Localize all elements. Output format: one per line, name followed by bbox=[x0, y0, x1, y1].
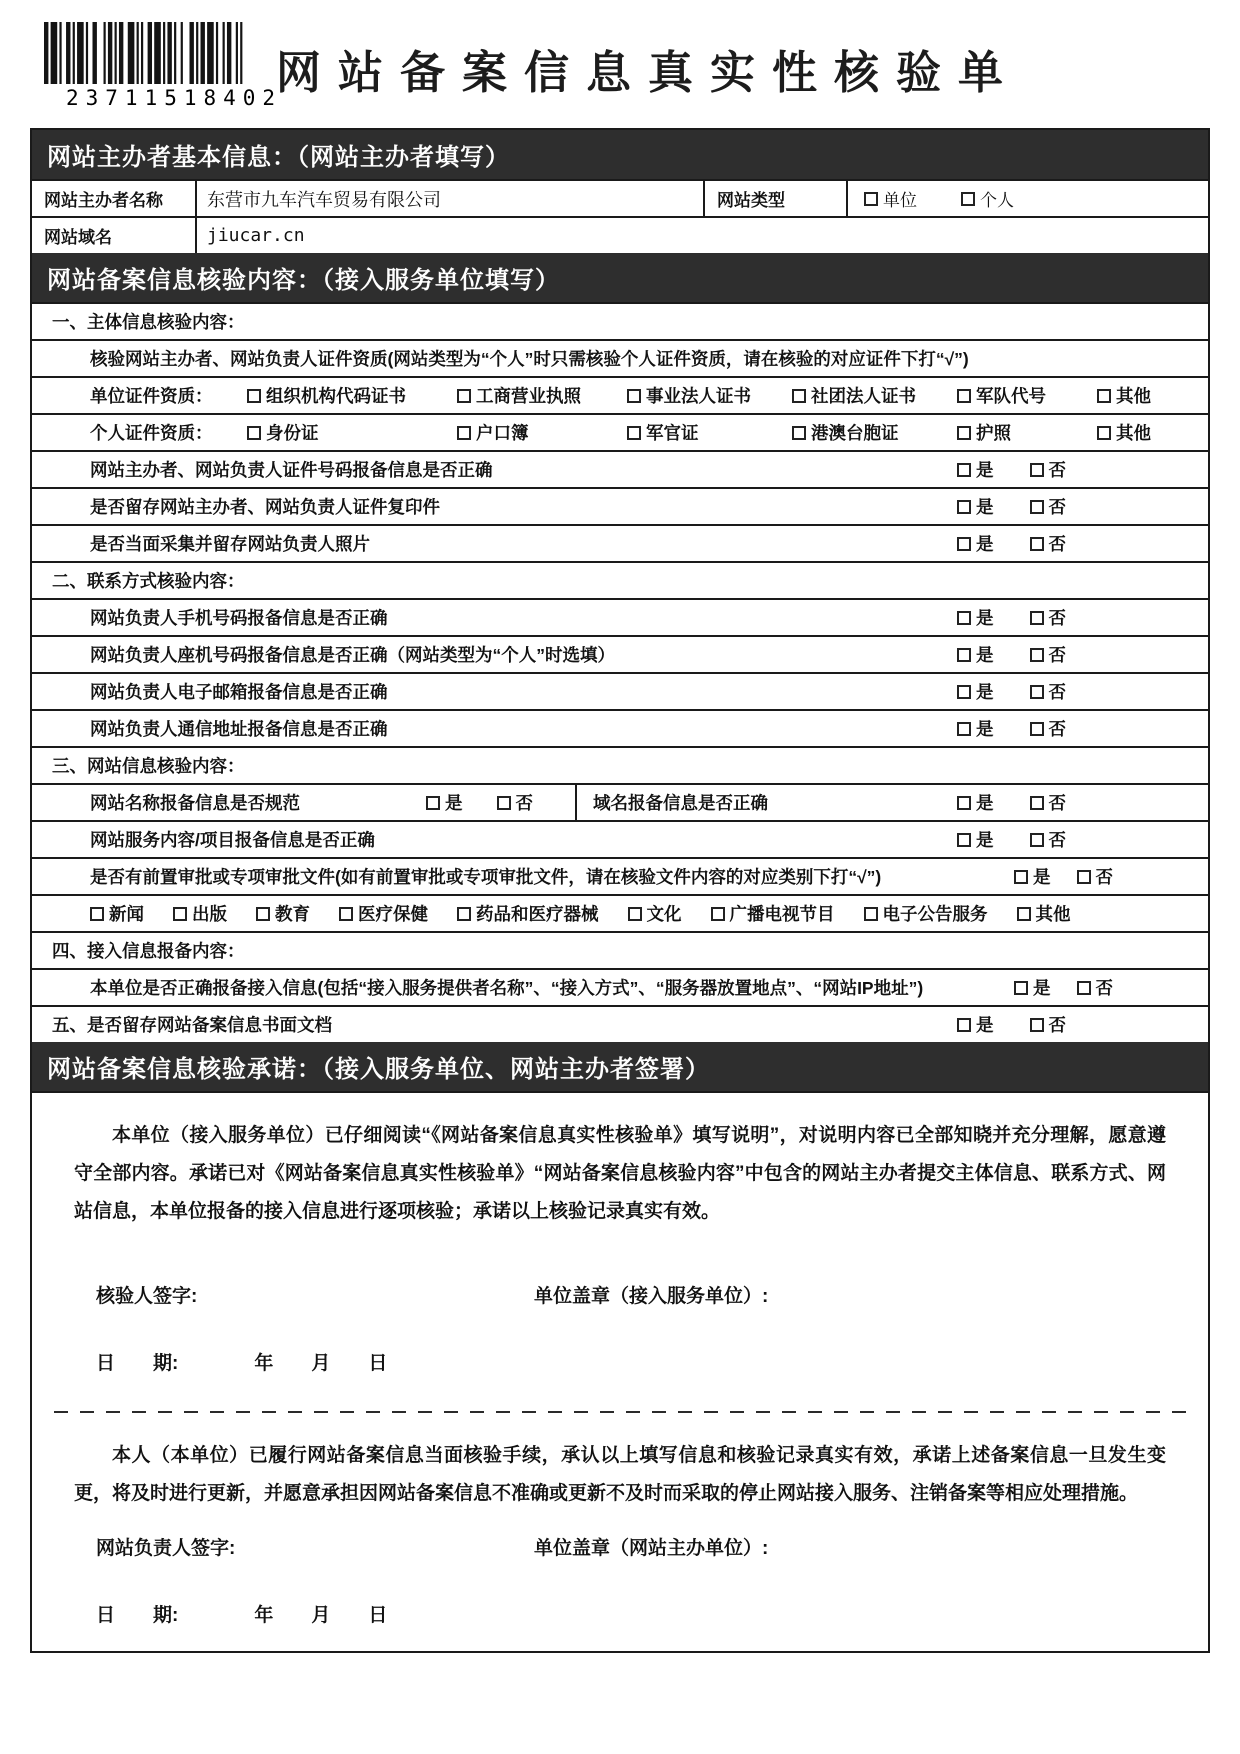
option-cell bbox=[247, 420, 457, 445]
option-cell bbox=[457, 901, 599, 926]
owner-signature-row bbox=[74, 1533, 1166, 1560]
owner-name-row bbox=[32, 179, 1208, 216]
checkbox-option bbox=[957, 716, 994, 741]
checkbox[interactable] bbox=[957, 537, 971, 551]
checkbox-option bbox=[864, 186, 917, 211]
checkbox-label: 个人 bbox=[980, 191, 1014, 210]
checkbox-label: 社团法人证书 bbox=[811, 386, 916, 406]
barcode-block bbox=[30, 22, 283, 110]
checkbox-label: 军队代号 bbox=[976, 386, 1046, 406]
checklist-row-section bbox=[32, 302, 1208, 339]
checklist-row-options_plain bbox=[32, 894, 1208, 931]
verification-form bbox=[30, 128, 1210, 1653]
checkbox-option bbox=[957, 1012, 994, 1037]
checkbox[interactable] bbox=[711, 907, 725, 921]
checkbox[interactable] bbox=[1030, 500, 1044, 514]
question-text: 网站名称报备信息是否规范 bbox=[90, 793, 300, 813]
checkbox[interactable] bbox=[1030, 685, 1044, 699]
yes-no-group bbox=[1014, 975, 1113, 1000]
checklist-row-question bbox=[32, 709, 1208, 746]
checklist-row-section_question bbox=[32, 1005, 1208, 1042]
owner-date-line: 日 期: 年 月 日 bbox=[96, 1605, 388, 1626]
checkbox-option bbox=[792, 420, 899, 445]
question-text: 是否当面采集并留存网站负责人照片 bbox=[90, 534, 370, 554]
owner-seal-label: 单位盖章（网站主办单位）: bbox=[534, 1538, 769, 1559]
option-cell bbox=[864, 901, 988, 926]
yes-no-group bbox=[957, 457, 1066, 482]
checkbox-option bbox=[1077, 864, 1114, 889]
checklist-row-question_inline bbox=[32, 857, 1208, 894]
options-label: 单位证件资质： bbox=[90, 386, 213, 406]
checkbox-option bbox=[1030, 457, 1067, 482]
option-cell bbox=[173, 901, 227, 926]
page-title: 网站备案信息真实性核验单 bbox=[276, 47, 1021, 98]
checkbox-label: 药品和医疗器械 bbox=[476, 904, 599, 924]
checkbox-label: 其他 bbox=[1116, 423, 1151, 443]
checkbox-option bbox=[457, 420, 529, 445]
checkbox-option bbox=[957, 420, 1011, 445]
checkbox[interactable] bbox=[1097, 389, 1111, 403]
checkbox-label: 是 bbox=[976, 460, 994, 480]
section-header-verify-content: 网站备案信息核验内容：（接入服务单位填写） bbox=[32, 253, 1208, 302]
checkbox[interactable] bbox=[1030, 796, 1044, 810]
option-cell bbox=[1097, 383, 1151, 408]
checkbox-option bbox=[1030, 605, 1067, 630]
section-title: 二、联系方式核验内容： bbox=[52, 571, 245, 591]
domain-value: jiucar.cn bbox=[207, 225, 305, 246]
checkbox-label: 其他 bbox=[1116, 386, 1151, 406]
checkbox-label: 是 bbox=[1033, 978, 1051, 998]
yes-no-group bbox=[957, 494, 1066, 519]
option-cell bbox=[792, 383, 957, 408]
verification-table bbox=[32, 302, 1208, 1042]
question-text: 本单位是否正确报备接入信息(包括“接入服务提供者名称”、“接入方式”、“服务器放置地点”、“网站IP地址”) bbox=[90, 978, 924, 998]
document-page bbox=[30, 0, 1210, 1653]
yes-no-group bbox=[957, 605, 1066, 630]
website-type-label: 网站类型 bbox=[705, 181, 848, 216]
checkbox[interactable] bbox=[957, 389, 971, 403]
question-text: 域名报备信息是否正确 bbox=[593, 793, 768, 813]
checkbox-label: 是 bbox=[976, 608, 994, 628]
checkbox-label: 是 bbox=[976, 719, 994, 739]
checkbox-option bbox=[1030, 716, 1067, 741]
checkbox-label: 是 bbox=[976, 830, 994, 850]
section-title: 三、网站信息核验内容： bbox=[52, 756, 245, 776]
checkbox-label: 是 bbox=[445, 793, 463, 813]
checkbox-option bbox=[1030, 1012, 1067, 1037]
checkbox[interactable] bbox=[957, 500, 971, 514]
checkbox-option bbox=[957, 531, 994, 556]
checkbox-label: 否 bbox=[1048, 608, 1066, 628]
checkbox[interactable] bbox=[497, 796, 511, 810]
checkbox-option bbox=[457, 901, 599, 926]
checklist-row-split bbox=[32, 783, 1208, 820]
checkbox[interactable] bbox=[957, 426, 971, 440]
checkbox-label: 否 bbox=[1048, 682, 1066, 702]
website-type-options bbox=[848, 181, 1208, 216]
domain-label: 网站域名 bbox=[32, 218, 197, 253]
checkbox-option bbox=[957, 679, 994, 704]
checkbox-option bbox=[711, 901, 835, 926]
option-cell bbox=[457, 383, 627, 408]
question-text: 网站负责人座机号码报备信息是否正确（网站类型为“个人”时选填） bbox=[90, 645, 615, 665]
checkbox-label: 是 bbox=[1033, 867, 1051, 887]
checkbox[interactable] bbox=[247, 389, 261, 403]
option-cell bbox=[957, 420, 1097, 445]
checkbox-option bbox=[957, 827, 994, 852]
checklist-row-question_inline bbox=[32, 968, 1208, 1005]
checkbox[interactable] bbox=[628, 907, 642, 921]
checkbox-label: 是 bbox=[976, 682, 994, 702]
checkbox[interactable] bbox=[1077, 870, 1091, 884]
checkbox-label: 身份证 bbox=[266, 423, 319, 443]
checkbox-label: 工商营业执照 bbox=[476, 386, 581, 406]
checkbox[interactable] bbox=[173, 907, 187, 921]
checkbox-label: 医疗保健 bbox=[358, 904, 428, 924]
yes-no-group bbox=[957, 642, 1066, 667]
checkbox-option bbox=[1030, 790, 1067, 815]
question-text: 网站服务内容/项目报备信息是否正确 bbox=[90, 830, 375, 850]
barcode-image bbox=[44, 22, 249, 84]
domain-row bbox=[32, 216, 1208, 253]
checkbox-label: 是 bbox=[976, 645, 994, 665]
yes-no-group bbox=[957, 790, 1066, 815]
checkbox[interactable] bbox=[957, 1018, 971, 1032]
checkbox-option bbox=[792, 383, 916, 408]
checkbox-label: 否 bbox=[1048, 497, 1066, 517]
checkbox[interactable] bbox=[1030, 648, 1044, 662]
checkbox[interactable] bbox=[1030, 1018, 1044, 1032]
checkbox-label: 文化 bbox=[646, 904, 682, 924]
checkbox-option bbox=[1077, 975, 1114, 1000]
option-cell bbox=[627, 383, 792, 408]
checkbox[interactable] bbox=[792, 426, 806, 440]
question-text: 网站负责人手机号码报备信息是否正确 bbox=[90, 608, 388, 628]
option-cell bbox=[247, 383, 457, 408]
checkbox-option bbox=[864, 901, 988, 926]
checklist-row-question bbox=[32, 598, 1208, 635]
section-title: 四、接入信息报备内容： bbox=[52, 941, 245, 961]
question-text: 网站负责人通信地址报备信息是否正确 bbox=[90, 719, 388, 739]
checkbox-label: 是 bbox=[976, 534, 994, 554]
option-cell bbox=[957, 383, 1097, 408]
checkbox-option bbox=[1097, 383, 1151, 408]
checklist-row-question bbox=[32, 820, 1208, 857]
checkbox-option bbox=[457, 383, 581, 408]
checkbox-label: 否 bbox=[1048, 460, 1066, 480]
checkbox-label: 新闻 bbox=[109, 904, 144, 924]
owner-name-label: 网站主办者名称 bbox=[32, 181, 197, 216]
checkbox[interactable] bbox=[627, 426, 641, 440]
checkbox-option bbox=[173, 901, 227, 926]
checkbox-option bbox=[247, 383, 406, 408]
checklist-row-question bbox=[32, 635, 1208, 672]
checkbox[interactable] bbox=[792, 389, 806, 403]
pledge-paragraph-owner: 本人（本单位）已履行网站备案信息当面核验手续，承认以上填写信息和核验记录真实有效，承诺上述备案信息一旦发生变更，将及时进行更新，并愿意承担因网站备案信息不准确或更新不及时而采取的停止网站接入服务、注销备案等相应处理措施。 bbox=[74, 1445, 1166, 1504]
option-cell bbox=[457, 420, 627, 445]
checkbox[interactable] bbox=[426, 796, 440, 810]
option-cell bbox=[792, 420, 957, 445]
checkbox-label: 是 bbox=[976, 793, 994, 813]
checkbox-label: 其他 bbox=[1035, 904, 1071, 924]
checkbox-label: 是 bbox=[976, 1015, 994, 1035]
checkbox[interactable] bbox=[957, 722, 971, 736]
verifier-signature-label: 核验人签字: bbox=[96, 1286, 198, 1307]
checklist-row-question bbox=[32, 672, 1208, 709]
section-title: 一、主体信息核验内容： bbox=[52, 312, 245, 332]
checkbox[interactable] bbox=[457, 389, 471, 403]
checkbox-label: 港澳台胞证 bbox=[811, 423, 899, 443]
yes-no-group bbox=[426, 790, 533, 815]
checkbox-label: 否 bbox=[1048, 830, 1066, 850]
checkbox-option bbox=[1030, 642, 1067, 667]
split-left-cell bbox=[32, 785, 577, 820]
checkbox-option bbox=[628, 901, 682, 926]
checklist-row-question bbox=[32, 450, 1208, 487]
checkbox[interactable] bbox=[1030, 833, 1044, 847]
isp-signature-row bbox=[74, 1281, 1166, 1308]
checkbox[interactable] bbox=[957, 685, 971, 699]
yes-no-group bbox=[957, 1012, 1066, 1037]
section-question-text: 五、是否留存网站备案信息书面文档 bbox=[52, 1015, 332, 1035]
section-header-pledge: 网站备案信息核验承诺：（接入服务单位、网站主办者签署） bbox=[32, 1042, 1208, 1091]
yes-no-group bbox=[957, 679, 1066, 704]
checkbox[interactable] bbox=[864, 192, 878, 206]
document-header bbox=[30, 22, 1210, 128]
checkbox[interactable] bbox=[961, 192, 975, 206]
checkbox[interactable] bbox=[1097, 426, 1111, 440]
checkbox[interactable] bbox=[1030, 463, 1044, 477]
checkbox-label: 否 bbox=[1048, 719, 1066, 739]
checkbox-option bbox=[1030, 827, 1067, 852]
checkbox[interactable] bbox=[457, 426, 471, 440]
checkbox[interactable] bbox=[457, 907, 471, 921]
owner-signature-label: 网站负责人签字: bbox=[96, 1538, 236, 1559]
checkbox[interactable] bbox=[1077, 981, 1091, 995]
checkbox[interactable] bbox=[864, 907, 878, 921]
barcode-number: 23711518402 bbox=[66, 86, 283, 110]
checklist-row-section bbox=[32, 746, 1208, 783]
checkbox-option bbox=[957, 790, 994, 815]
checkbox-option bbox=[957, 383, 1046, 408]
checkbox-label: 否 bbox=[1048, 534, 1066, 554]
option-cell bbox=[628, 901, 682, 926]
checklist-row-question bbox=[32, 487, 1208, 524]
checkbox-label: 否 bbox=[1048, 645, 1066, 665]
checklist-row-note bbox=[32, 339, 1208, 376]
checkbox[interactable] bbox=[1030, 611, 1044, 625]
option-cell bbox=[1097, 420, 1151, 445]
question-text: 网站负责人电子邮箱报备信息是否正确 bbox=[90, 682, 388, 702]
option-cell bbox=[1017, 901, 1071, 926]
checkbox-option bbox=[1097, 420, 1151, 445]
split-right-cell bbox=[577, 790, 1208, 815]
checkbox-option bbox=[1014, 975, 1051, 1000]
checkbox-option bbox=[1030, 531, 1067, 556]
checkbox-option bbox=[426, 790, 463, 815]
checkbox[interactable] bbox=[627, 389, 641, 403]
pledge-paragraph-isp: 本单位（接入服务单位）已仔细阅读“《网站备案信息真实性核验单》填写说明”，对说明内容已全部知晓并充分理解，愿意遵守全部内容。承诺已对《网站备案信息真实性核验单》“网站备案信息核验内容”中包含的网站主办者提交主体信息、联系方式、网站信息，本单位报备的接入信息进行逐项核验；承诺以上核验记录真实有效。 bbox=[74, 1125, 1166, 1222]
checkbox-label: 教育 bbox=[275, 904, 310, 924]
checkbox-option bbox=[957, 494, 994, 519]
checkbox-label: 单位 bbox=[883, 191, 917, 210]
question-text: 是否留存网站主办者、网站负责人证件复印件 bbox=[90, 497, 440, 517]
checkbox-label: 否 bbox=[1048, 793, 1066, 813]
checkbox-label: 否 bbox=[515, 793, 533, 813]
isp-seal-label: 单位盖章（接入服务单位）: bbox=[534, 1286, 769, 1307]
checkbox[interactable] bbox=[1017, 907, 1031, 921]
checkbox-option bbox=[1030, 494, 1067, 519]
options-label: 个人证件资质： bbox=[90, 423, 213, 443]
checkbox-label: 否 bbox=[1095, 978, 1113, 998]
checkbox-label: 军官证 bbox=[646, 423, 699, 443]
checkbox[interactable] bbox=[1030, 722, 1044, 736]
isp-date-line: 日 期: 年 月 日 bbox=[96, 1353, 388, 1374]
checkbox[interactable] bbox=[1030, 537, 1044, 551]
checklist-row-section bbox=[32, 561, 1208, 598]
checkbox-label: 出版 bbox=[192, 904, 227, 924]
checkbox[interactable] bbox=[957, 833, 971, 847]
checkbox-option bbox=[957, 642, 994, 667]
checkbox-label: 否 bbox=[1095, 867, 1113, 887]
checkbox-label: 组织机构代码证书 bbox=[266, 386, 406, 406]
checkbox[interactable] bbox=[339, 907, 353, 921]
checkbox-option bbox=[247, 420, 319, 445]
option-cell bbox=[256, 901, 310, 926]
option-cell bbox=[339, 901, 428, 926]
checkbox-option bbox=[1030, 679, 1067, 704]
checkbox[interactable] bbox=[256, 907, 270, 921]
checkbox-label: 电子公告服务 bbox=[882, 904, 988, 924]
option-cell bbox=[627, 420, 792, 445]
yes-no-group bbox=[957, 827, 1066, 852]
checkbox-option bbox=[256, 901, 310, 926]
checkbox-option bbox=[957, 605, 994, 630]
checkbox-option bbox=[339, 901, 428, 926]
pledge-box bbox=[32, 1091, 1208, 1651]
checkbox-label: 否 bbox=[1048, 1015, 1066, 1035]
note-text: 核验网站主办者、网站负责人证件资质(网站类型为“个人”时只需核验个人证件资质，请在核验的对应证件下打“√”) bbox=[90, 349, 969, 369]
yes-no-group bbox=[957, 531, 1066, 556]
checkbox-option bbox=[961, 186, 1014, 211]
checkbox[interactable] bbox=[247, 426, 261, 440]
checklist-row-options bbox=[32, 413, 1208, 450]
checkbox-label: 广播电视节目 bbox=[729, 904, 835, 924]
checkbox[interactable] bbox=[90, 907, 104, 921]
option-cell bbox=[711, 901, 835, 926]
checkbox-option bbox=[627, 420, 699, 445]
checkbox-option bbox=[1014, 864, 1051, 889]
checkbox[interactable] bbox=[1014, 870, 1028, 884]
checklist-row-section bbox=[32, 931, 1208, 968]
checkbox[interactable] bbox=[957, 796, 971, 810]
checklist-row-options bbox=[32, 376, 1208, 413]
option-cell bbox=[90, 901, 144, 926]
checkbox-label: 护照 bbox=[976, 423, 1011, 443]
yes-no-group bbox=[957, 716, 1066, 741]
checkbox-option bbox=[90, 901, 144, 926]
checklist-row-question bbox=[32, 524, 1208, 561]
owner-name-value: 东营市九车汽车贸易有限公司 bbox=[197, 181, 705, 216]
checkbox[interactable] bbox=[957, 648, 971, 662]
checkbox-option bbox=[627, 383, 751, 408]
yes-no-group bbox=[1014, 864, 1113, 889]
checkbox[interactable] bbox=[957, 463, 971, 477]
question-text: 网站主办者、网站负责人证件号码报备信息是否正确 bbox=[90, 460, 493, 480]
checkbox-option bbox=[957, 457, 994, 482]
section-header-owner-info: 网站主办者基本信息：（网站主办者填写） bbox=[32, 130, 1208, 179]
checkbox-option bbox=[1017, 901, 1071, 926]
checkbox[interactable] bbox=[957, 611, 971, 625]
checkbox-label: 是 bbox=[976, 497, 994, 517]
checkbox-option bbox=[497, 790, 534, 815]
checkbox-label: 事业法人证书 bbox=[646, 386, 751, 406]
checkbox[interactable] bbox=[1014, 981, 1028, 995]
checkbox-label: 户口簿 bbox=[476, 423, 529, 443]
question-text: 是否有前置审批或专项审批文件(如有前置审批或专项审批文件，请在核验文件内容的对应类别下打“√”) bbox=[90, 867, 882, 887]
